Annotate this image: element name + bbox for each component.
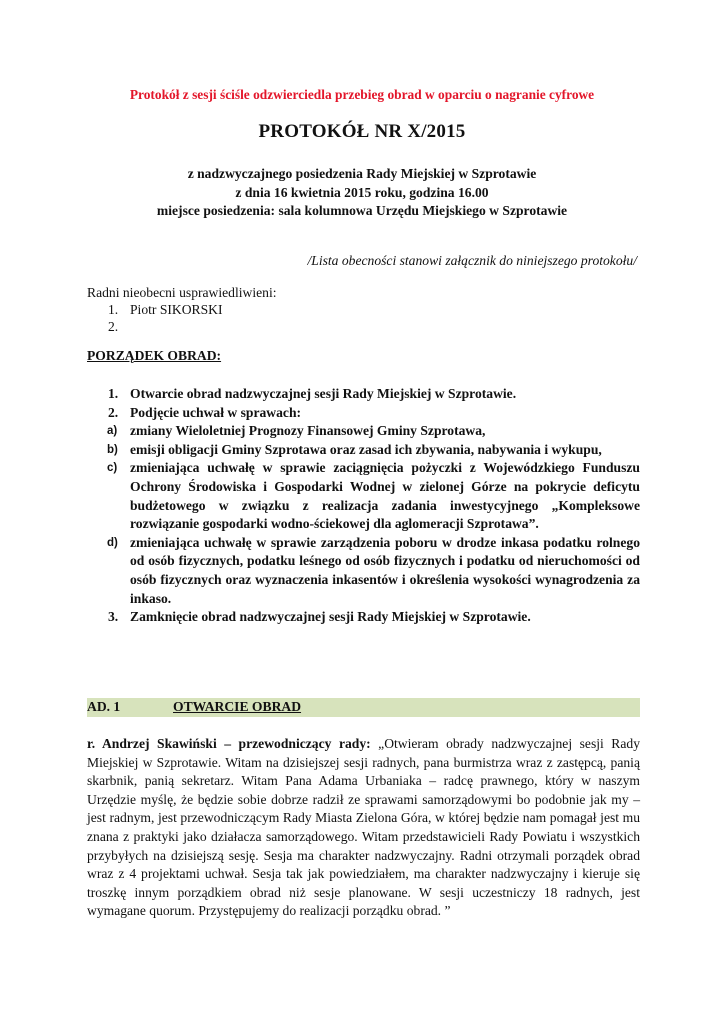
attendance-note: /Lista obecności stanowi załącznik do niniejszego protokołu/ [307,253,637,268]
agenda-subitem [87,534,640,608]
document-subtitle [0,165,724,221]
subitem-text: zmiany Wieloletniej Prognozy Finansowej Gminy Szprotawa, [130,423,486,439]
section-title: OTWARCIE OBRAD [173,699,302,714]
list-item [108,318,223,335]
document-title: PROTOKÓŁ NR X/2015 [258,121,466,142]
agenda-text: Zamknięcie obrad nadzwyczajnej sesji Rady Miejskiej w Szprotawie. [130,609,531,625]
subtitle-line: miejsce posiedzenia: sala kolumnowa Urzędu Miejskiego w Szprotawie [156,203,568,218]
agenda-item [87,385,640,404]
speech-paragraph [87,735,640,921]
list-item [108,301,223,318]
subtitle-line: z dnia 16 kwietnia 2015 roku, godzina 16.00 [235,184,489,200]
absent-label: Radni nieobecni usprawiedliwieni: [87,285,277,300]
agenda-subitem [87,459,640,533]
agenda-heading: PORZĄDEK OBRAD: [87,348,222,363]
agenda-text: Podjęcie uchwał w sprawach: [130,404,302,420]
subitem-text: zmieniająca uchwałę w sprawie zarządzenia poboru w drodze inkasa podatku rolnego od osób fizycznych, podatku leśnego od osób fizycznych i podatku od nieruchomości od osób fizycznych oraz wyznaczenia inkasentów i określenia wysokości wynagrodzenia za inkaso. [130,534,640,606]
subitem-text: zmieniająca uchwałę w sprawie zaciągnięcia pożyczki z Wojewódzkiego Funduszu Ochrony Środowiska i Gospodarki Wodnej w zielonej Górze na pokrycie deficytu budżetowego w związku z realizacja zadania inwestycyjnego „Kompleksowe rozwiązanie gospodarki wodno-ściekowej dla aglomeracji Szprotawa”. [130,460,640,532]
subitem-letter: a) [107,425,118,438]
absent-list [108,301,223,335]
speaker-name: r. Andrzej Skawiński – przewodniczący rady: [87,736,371,751]
agenda-number: 3. [108,609,119,625]
section-number: AD. 1 [87,699,121,714]
subtitle-line: z nadzwyczajnego posiedzenia Rady Miejskiej w Szprotawie [187,166,537,181]
agenda-number: 2. [108,404,119,420]
list-number: 1. [108,302,119,317]
agenda-text: Otwarcie obrad nadzwyczajnej sesji Rady Miejskiej w Szprotawie. [130,386,517,401]
agenda-item [87,608,640,627]
agenda-subitem [87,422,640,441]
section-header-bar [87,698,640,717]
agenda-subitem [87,441,640,460]
agenda-list [87,385,640,627]
subitem-text: emisji obligacji Gminy Szprotawa oraz zasad ich zbywania, nabywania i wykupu, [130,441,602,457]
header-notice: Protokół z sesji ściśle odzwierciedla przebieg obrad w oparciu o nagranie cyfrowe [129,87,595,102]
subitem-letter: d) [107,536,118,549]
speech-text: „Otwieram obrady nadzwyczajnej sesji Rady Miejskiej w Szprotawie. Witam na dzisiejszej sesji radnych, pana burmistrza wraz z zastępcą, panią skarbnik, panią sekretarz. Witam Pana Adama Urbaniaka – radcę prawnego, który w naszym Urzędzie myślę, że będzie sobie dobrze radził ze sprawami samorządowymi bo podobnie jak my – jest radnym, jest przewodniczącym Rady Miasta Zielona Góra, w której będzie nam pomagał jest mu znana z praktyki jako działacza samorządowego. Witam przedstawicieli Rady Powiatu i wszystkich przybyłych na dzisiejszą sesję. Sesja ma charakter nadzwyczajny. Radni otrzymali porządek obrad wraz z 4 projektami uchwał. Sesja tak jak powiedziałem, ma charakter nadzwyczajny i kieruje się troszkę innym porządkiem obrad niż sesje planowane. W sesji uczestniczy 18 radnych, jest wymagane quorum. Przystępujemy do realizacji porządku obrad. ” [87,736,640,919]
list-number: 2. [108,319,119,334]
agenda-number: 1. [108,386,119,401]
absent-name: Piotr SIKORSKI [130,302,223,317]
subitem-letter: c) [107,462,118,475]
subitem-letter: b) [107,443,118,456]
agenda-item [87,404,640,423]
